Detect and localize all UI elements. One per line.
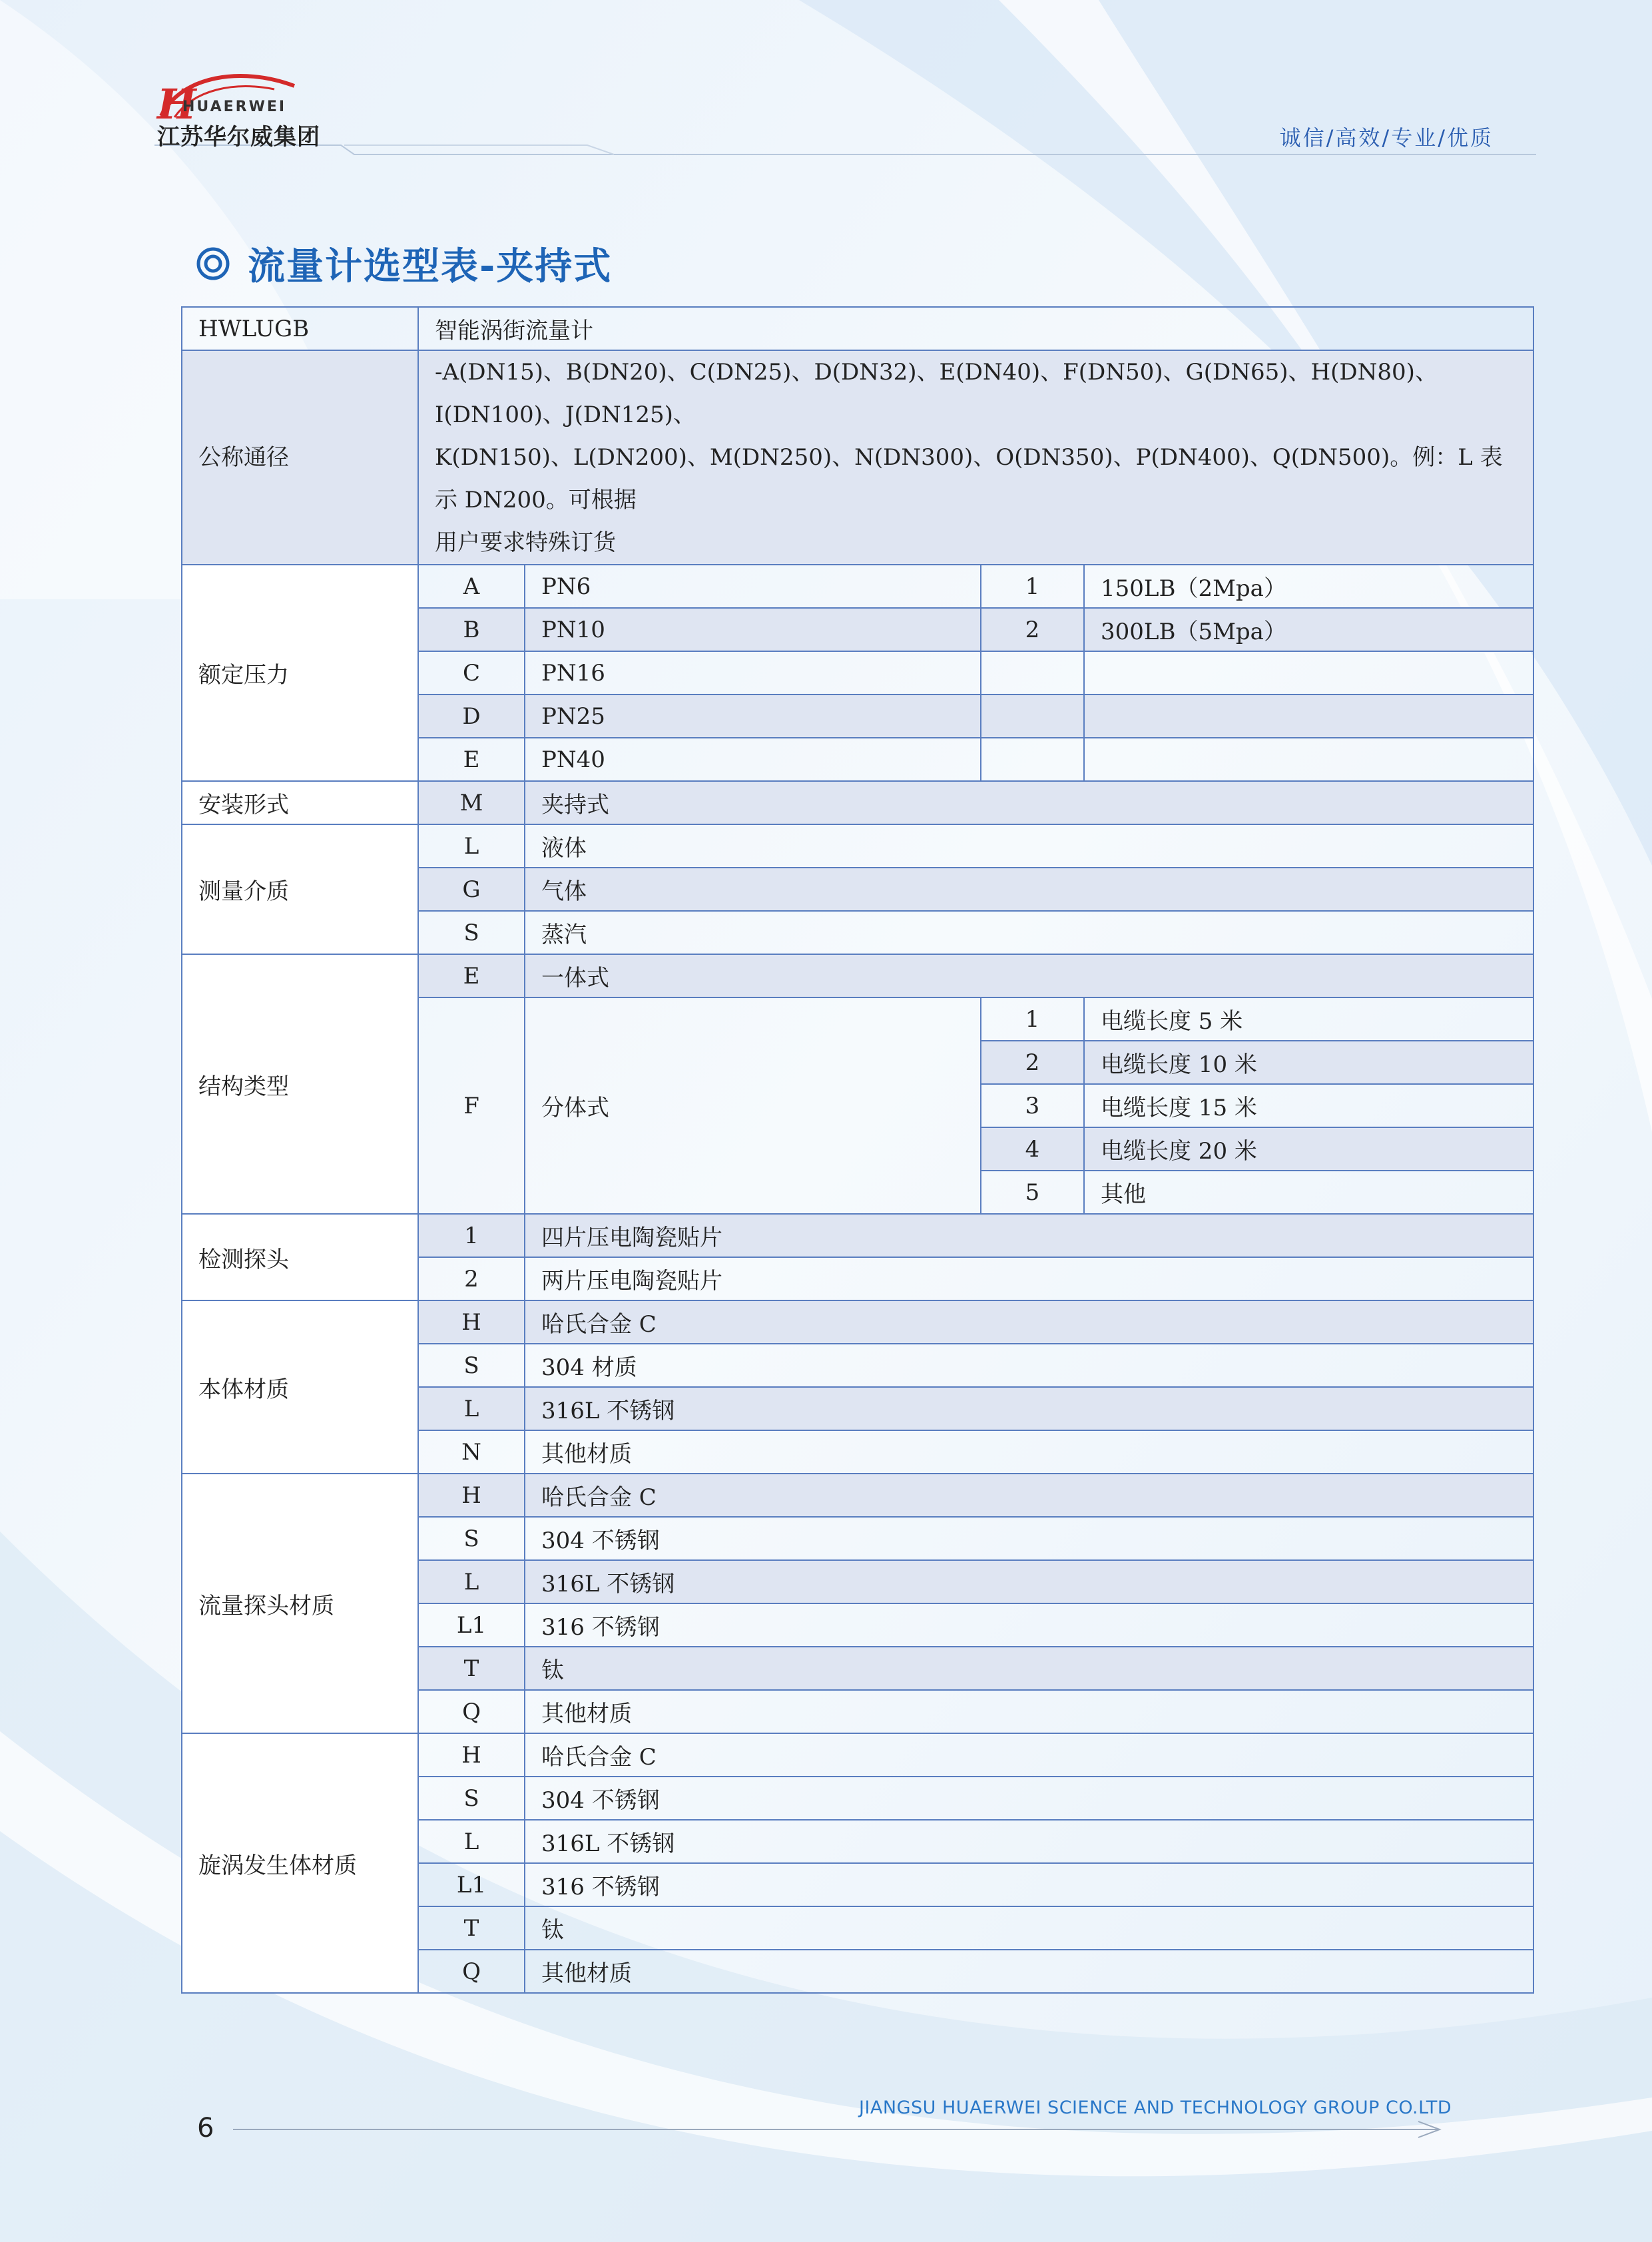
code-cell (981, 695, 1084, 738)
medium-label: 测量介质 (182, 824, 418, 954)
value-cell: PN10 (525, 608, 981, 651)
table-row (182, 1300, 1533, 1344)
value-cell: 304 不锈钢 (525, 1517, 1533, 1560)
code-cell: N (418, 1430, 525, 1474)
nominal-line-1: -A(DN15)、B(DN20)、C(DN25)、D(DN32)、E(DN40)、F(DN50)、G(DN65)、H(DN80)、I(DN100)、J(DN125)、 (435, 359, 1438, 428)
nominal-values (418, 350, 1533, 565)
code-cell: M (418, 781, 525, 824)
code-cell: H (418, 1300, 525, 1344)
value-cell: 316L 不锈钢 (525, 1560, 1533, 1603)
page-number: 6 (197, 2113, 214, 2143)
structure-label: 结构类型 (182, 954, 418, 1214)
code-cell: C (418, 651, 525, 695)
value-cell: 分体式 (525, 997, 981, 1214)
value-cell: 316 不锈钢 (525, 1603, 1533, 1647)
code-cell: H (418, 1733, 525, 1777)
code-cell: T (418, 1647, 525, 1690)
value-cell: 一体式 (525, 954, 1533, 997)
value-cell: 哈氏合金 C (525, 1474, 1533, 1517)
value-cell: 300LB（5Mpa） (1084, 608, 1533, 651)
value-cell: 150LB（2Mpa） (1084, 565, 1533, 608)
code-cell: 2 (981, 608, 1084, 651)
code-cell: H (418, 1474, 525, 1517)
value-cell: 304 材质 (525, 1344, 1533, 1387)
code-cell: S (418, 1344, 525, 1387)
value-cell: 气体 (525, 868, 1533, 911)
value-cell: 四片压电陶瓷贴片 (525, 1214, 1533, 1257)
nominal-line-2: K(DN150)、L(DN200)、M(DN250)、N(DN300)、O(DN350)、P(DN400)、Q(DN500)。例：L 表示 DN200。可根据 (435, 444, 1503, 513)
slogan: 诚信/高效/专业/优质 (1279, 125, 1494, 150)
value-cell: 316 不锈钢 (525, 1863, 1533, 1906)
value-cell: 其他材质 (525, 1690, 1533, 1733)
code-cell: A (418, 565, 525, 608)
value-cell: 夹持式 (525, 781, 1533, 824)
code-cell: B (418, 608, 525, 651)
logo-chinese: 江苏华尔威集团 (157, 124, 320, 150)
model-code: HWLUGB (182, 307, 418, 350)
code-cell: L (418, 824, 525, 868)
value-cell: 其他 (1084, 1171, 1533, 1214)
value-cell: 液体 (525, 824, 1533, 868)
code-cell: L1 (418, 1603, 525, 1647)
code-cell: G (418, 868, 525, 911)
code-cell (981, 738, 1084, 781)
code-cell: 4 (981, 1127, 1084, 1171)
value-cell (1084, 651, 1533, 695)
code-cell (981, 651, 1084, 695)
logo-english: HUAERWEI (182, 99, 287, 115)
value-cell: 哈氏合金 C (525, 1300, 1533, 1344)
code-cell: 2 (418, 1257, 525, 1300)
code-cell: L1 (418, 1863, 525, 1906)
value-cell: 电缆长度 10 米 (1084, 1041, 1533, 1084)
value-cell: PN16 (525, 651, 981, 695)
nominal-label: 公称通径 (182, 350, 418, 565)
code-cell: Q (418, 1690, 525, 1733)
value-cell: 两片压电陶瓷贴片 (525, 1257, 1533, 1300)
value-cell: 316L 不锈钢 (525, 1387, 1533, 1430)
value-cell: PN25 (525, 695, 981, 738)
code-cell: Q (418, 1950, 525, 1993)
footer-company: JIANGSU HUAERWEI SCIENCE AND TECHNOLOGY GROUP CO.LTD (859, 2098, 1452, 2118)
value-cell: 钛 (525, 1647, 1533, 1690)
code-cell: 1 (418, 1214, 525, 1257)
value-cell: 其他材质 (525, 1430, 1533, 1474)
value-cell: 蒸汽 (525, 911, 1533, 954)
table-row-nominal (182, 350, 1533, 565)
model-name: 智能涡街流量计 (418, 307, 1533, 350)
value-cell (1084, 738, 1533, 781)
page-title-text: 流量计选型表-夹持式 (248, 245, 613, 288)
code-cell: S (418, 1517, 525, 1560)
value-cell: 电缆长度 5 米 (1084, 997, 1533, 1041)
double-circle-icon (196, 246, 230, 281)
code-cell: T (418, 1906, 525, 1950)
value-cell: 钛 (525, 1906, 1533, 1950)
arrow-right-icon (233, 2117, 1452, 2144)
code-cell: F (418, 997, 525, 1214)
code-cell: S (418, 1777, 525, 1820)
nominal-line-3: 用户要求特殊订货 (435, 529, 616, 556)
table-row (182, 1733, 1533, 1777)
code-cell: S (418, 911, 525, 954)
company-logo (154, 69, 328, 149)
table-row-model (182, 307, 1533, 350)
table-row (182, 1214, 1533, 1257)
code-cell: 1 (981, 997, 1084, 1041)
value-cell (1084, 695, 1533, 738)
vortex-label: 旋涡发生体材质 (182, 1733, 418, 1993)
code-cell: 5 (981, 1171, 1084, 1214)
code-cell: E (418, 738, 525, 781)
table-row (182, 954, 1533, 997)
svg-text:H: H (157, 80, 196, 123)
flow-probe-label: 流量探头材质 (182, 1474, 418, 1733)
value-cell: 哈氏合金 C (525, 1733, 1533, 1777)
table-row (182, 1474, 1533, 1517)
code-cell: L (418, 1820, 525, 1863)
code-cell: L (418, 1560, 525, 1603)
value-cell: 电缆长度 15 米 (1084, 1084, 1533, 1127)
install-label: 安装形式 (182, 781, 418, 824)
code-cell: 1 (981, 565, 1084, 608)
code-cell: 2 (981, 1041, 1084, 1084)
value-cell: 电缆长度 20 米 (1084, 1127, 1533, 1171)
value-cell: PN6 (525, 565, 981, 608)
code-cell: L (418, 1387, 525, 1430)
value-cell: 其他材质 (525, 1950, 1533, 1993)
page-title (196, 237, 612, 290)
table-row (182, 781, 1533, 824)
code-cell: E (418, 954, 525, 997)
table-row (182, 565, 1533, 608)
value-cell: 304 不锈钢 (525, 1777, 1533, 1820)
pressure-label: 额定压力 (182, 565, 418, 781)
value-cell: PN40 (525, 738, 981, 781)
table-row (182, 824, 1533, 868)
code-cell: D (418, 695, 525, 738)
value-cell: 316L 不锈钢 (525, 1820, 1533, 1863)
selection-table (181, 306, 1534, 1994)
probe-label: 检测探头 (182, 1214, 418, 1300)
code-cell: 3 (981, 1084, 1084, 1127)
body-label: 本体材质 (182, 1300, 418, 1474)
